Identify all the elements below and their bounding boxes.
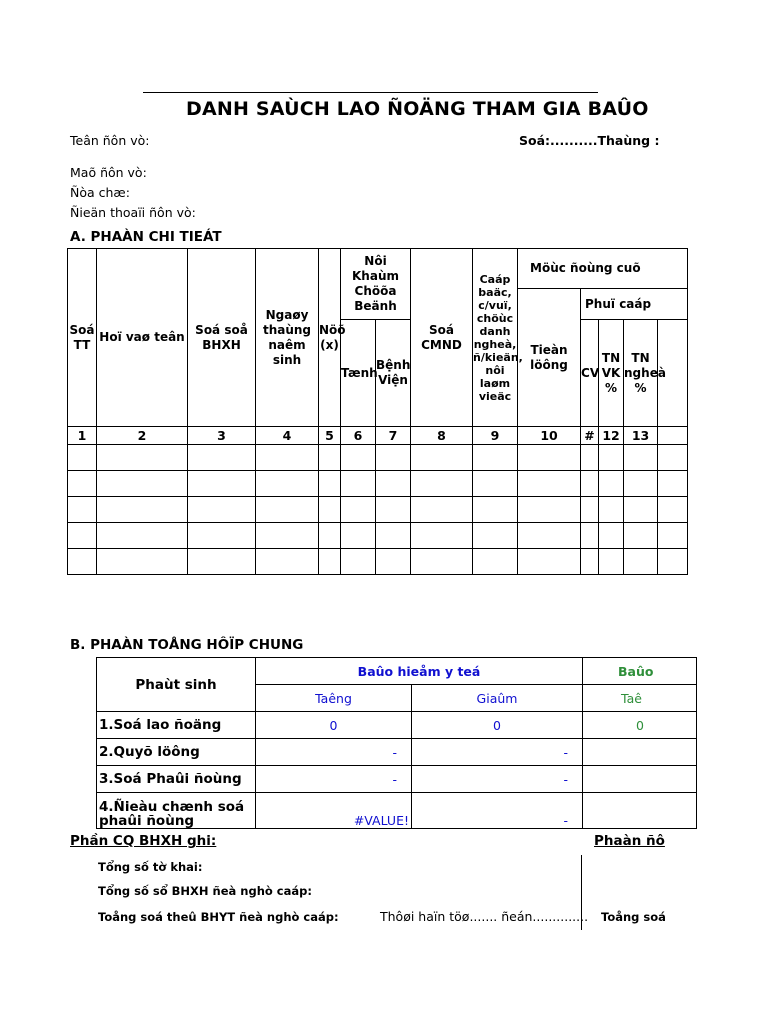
header-salary-group: Möùc ñoùng cuõ bbox=[518, 249, 688, 289]
validity-text: Thôøi haïn töø....... ñeán.............. bbox=[380, 909, 589, 924]
cell-tang: #VALUE! bbox=[256, 793, 412, 829]
header-salary: Tieàn löông bbox=[518, 289, 581, 427]
cell-giam: - bbox=[412, 793, 583, 829]
header-female: Nöõ (x) bbox=[319, 249, 341, 427]
cell-giam: 0 bbox=[412, 712, 583, 739]
cell-tang: - bbox=[256, 739, 412, 766]
col-number: # bbox=[581, 427, 599, 445]
number-month-label: Soá:..........Thaùng : bbox=[519, 133, 660, 148]
footer-total-right: Toång soá bbox=[601, 910, 666, 924]
header-bhxh: Baûo bbox=[583, 658, 697, 685]
header-allowance: Phuï caáp bbox=[581, 289, 688, 320]
cell-tang-2 bbox=[583, 766, 697, 793]
cell-tang: - bbox=[256, 766, 412, 793]
section-b-title: B. PHAÀN TOÅNG HÔÏP CHUNG bbox=[70, 637, 304, 653]
col-number: 4 bbox=[256, 427, 319, 445]
col-number: 5 bbox=[319, 427, 341, 445]
col-number: 6 bbox=[341, 427, 376, 445]
summary-table bbox=[96, 657, 697, 829]
cell-tang-2: 0 bbox=[583, 712, 697, 739]
cell-tang-2 bbox=[583, 793, 697, 829]
col-number: 3 bbox=[188, 427, 256, 445]
col-number: 9 bbox=[473, 427, 518, 445]
document-title: DANH SAÙCH LAO ÑOÄNG THAM GIA BAÛO bbox=[186, 98, 649, 120]
row-label: 3.Soá Phaûi ñoùng bbox=[97, 766, 256, 793]
header-name: Hoï vaø teân bbox=[97, 249, 188, 427]
header-phat-sinh: Phaùt sinh bbox=[97, 658, 256, 712]
address-label: Ñòa chæ: bbox=[70, 185, 130, 200]
table-row[interactable] bbox=[68, 497, 688, 523]
header-giam: Giaûm bbox=[412, 685, 583, 712]
header-bhxh: Soá soå BHXH bbox=[188, 249, 256, 427]
unit-name-label: Teân ñôn vò: bbox=[70, 133, 150, 148]
table-row[interactable] bbox=[68, 445, 688, 471]
header-tnvk: TN VK % bbox=[599, 320, 624, 427]
header-cv: CV bbox=[581, 320, 599, 427]
cell-tang-2 bbox=[583, 739, 697, 766]
column-number-row bbox=[68, 427, 688, 445]
table-row[interactable] bbox=[68, 549, 688, 575]
col-number: 12 bbox=[599, 427, 624, 445]
header-tnnghe: TN ngheà % bbox=[624, 320, 658, 427]
footer-right-title: Phaàn ñô bbox=[594, 833, 665, 849]
header-bhyt: Baûo hieåm y teá bbox=[256, 658, 583, 685]
header-dob: Ngaøy thaùng naêm sinh bbox=[256, 249, 319, 427]
header-hospital: Bệnh Viện bbox=[376, 320, 411, 427]
summary-row-labor bbox=[97, 712, 697, 739]
footer-line-3: Toång soá theû BHYT ñeà nghò caáp: bbox=[98, 910, 339, 924]
cell-giam: - bbox=[412, 766, 583, 793]
phone-label: Ñieän thoaïi ñôn vò: bbox=[70, 205, 196, 220]
row-label: 4.Ñieàu chænh soá phaûi ñoùng bbox=[97, 793, 256, 829]
cell-giam: - bbox=[412, 739, 583, 766]
col-number: 1 bbox=[68, 427, 97, 445]
header-rank: Caáp baäc, c/vuï, chöùc danh ngheà, ñ/kieän, nôi laøm vieäc bbox=[473, 249, 518, 427]
col-number: 13 bbox=[624, 427, 658, 445]
header-tang: Taêng bbox=[256, 685, 412, 712]
col-number: 7 bbox=[376, 427, 411, 445]
header-tang-2: Taê bbox=[583, 685, 697, 712]
summary-row-adjust bbox=[97, 793, 697, 829]
unit-code-label: Maõ ñôn vò: bbox=[70, 165, 147, 180]
header-place: Nôi Khaùm Chöõa Beänh bbox=[341, 249, 411, 320]
header-province: Tænh bbox=[341, 320, 376, 427]
col-number: 8 bbox=[411, 427, 473, 445]
header-rule bbox=[143, 92, 598, 93]
col-number bbox=[658, 427, 688, 445]
footer-title: Phần CQ BHXH ghi: bbox=[70, 833, 217, 849]
table-row[interactable] bbox=[68, 471, 688, 497]
col-number: 10 bbox=[518, 427, 581, 445]
row-label: 2.Quyõ löông bbox=[97, 739, 256, 766]
footer-line-2: Tổng số sổ BHXH ñeà nghò caáp: bbox=[98, 884, 312, 898]
header-stt: Soá TT bbox=[68, 249, 97, 427]
section-a-title: A. PHAÀN CHI TIEÁT bbox=[70, 229, 222, 245]
footer-line-1: Tổng số tờ khai: bbox=[98, 860, 203, 874]
summary-row-payable bbox=[97, 766, 697, 793]
cell-tang: 0 bbox=[256, 712, 412, 739]
detail-table bbox=[67, 248, 688, 575]
table-row[interactable] bbox=[68, 523, 688, 549]
row-label: 1.Soá lao ñoäng bbox=[97, 712, 256, 739]
header-cmnd: Soá CMND bbox=[411, 249, 473, 427]
summary-row-salary bbox=[97, 739, 697, 766]
col-number: 2 bbox=[97, 427, 188, 445]
